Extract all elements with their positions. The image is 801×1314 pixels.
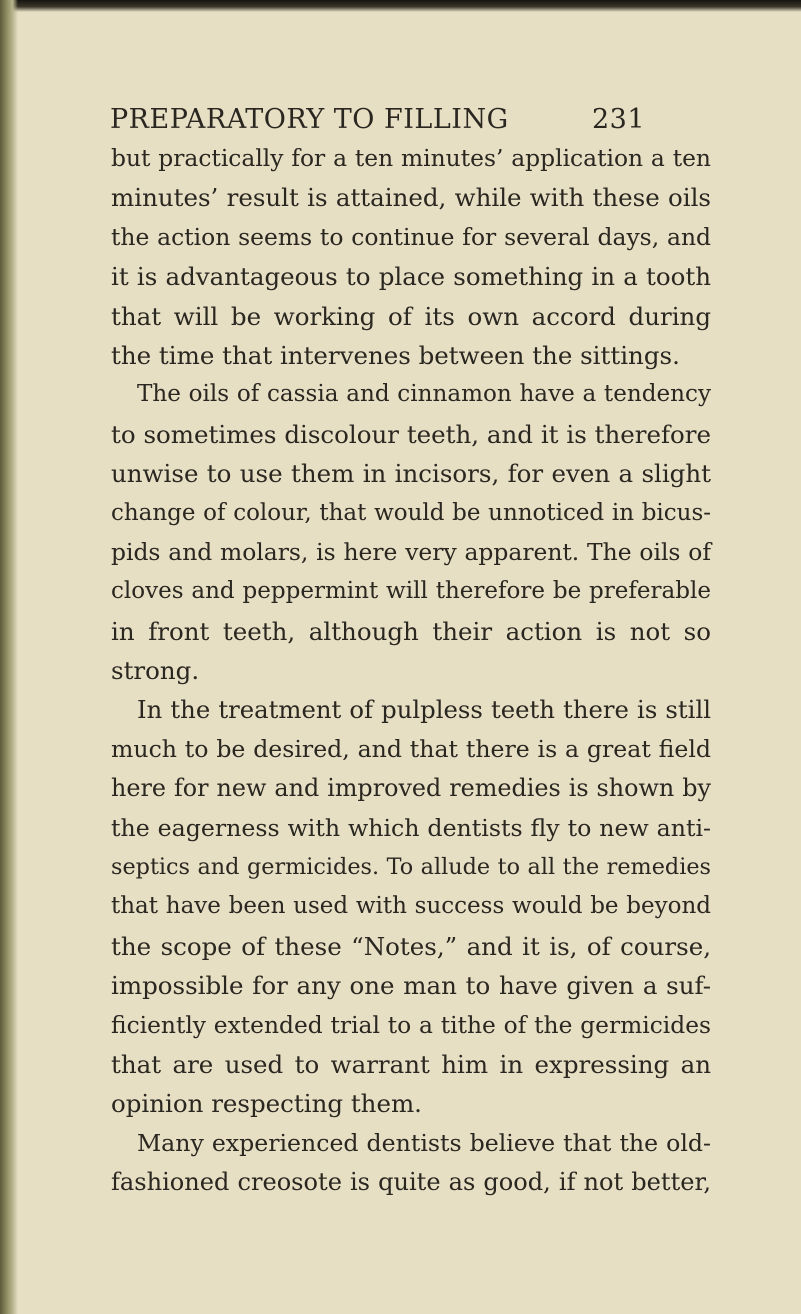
text-line: the scope of these “Notes,” and it is, of course,	[111, 931, 711, 961]
running-title: PREPARATORY TO FILLING	[110, 104, 509, 135]
text-line: it is advantageous to place something in a tooth	[111, 262, 711, 292]
text-line: unwise to use them in incisors, for even a slight	[111, 459, 711, 489]
page-number: 231	[592, 104, 646, 135]
text-line: the time that intervenes between the sittings.	[111, 340, 680, 370]
text-line: that will be working of its own accord during	[111, 301, 711, 331]
text-line: the action seems to continue for several days, and	[111, 222, 711, 251]
text-line: opinion respecting them.	[111, 1089, 422, 1119]
text-line: strong.	[111, 656, 200, 686]
text-line: pids and molars, is here very apparent. The oils of	[111, 537, 711, 566]
text-line: but practically for a ten minutes’ application a ten	[111, 144, 711, 172]
text-line: to sometimes discolour teeth, and it is therefore	[111, 419, 711, 449]
body-text	[111, 139, 711, 1203]
text-line: Many experienced dentists believe that the old-	[137, 1128, 711, 1157]
text-line: ficiently extended trial to a tithe of the germicides	[111, 1010, 711, 1039]
text-line: fashioned creosote is quite as good, if not better,	[111, 1168, 711, 1197]
text-line: septics and germicides. To allude to all the remedies	[111, 854, 711, 881]
running-head	[110, 104, 710, 144]
text-line: the eagerness with which dentists fly to new anti-	[111, 813, 711, 842]
text-line: In the treatment of pulpless teeth there is still	[137, 695, 711, 725]
text-line: change of colour, that would be unnoticed in bicus-	[111, 499, 711, 526]
text-line: cloves and peppermint will therefore be preferable	[111, 578, 711, 605]
text-line: that have been used with success would be beyond	[111, 893, 711, 920]
text-line: impossible for any one man to have given a suf-	[111, 971, 711, 1001]
text-line: that are used to warrant him in expressing an	[111, 1049, 711, 1079]
page-top-shadow	[0, 0, 801, 12]
text-line: here for new and improved remedies is shown by	[111, 774, 711, 803]
text-line: minutes’ result is attained, while with these oils	[111, 183, 711, 213]
text-line: much to be desired, and that there is a great field	[111, 734, 711, 763]
text-line: The oils of cassia and cinnamon have a tendency	[137, 381, 711, 408]
binding-gutter	[0, 0, 18, 1314]
text-line: in front teeth, although their action is not so	[111, 616, 711, 646]
